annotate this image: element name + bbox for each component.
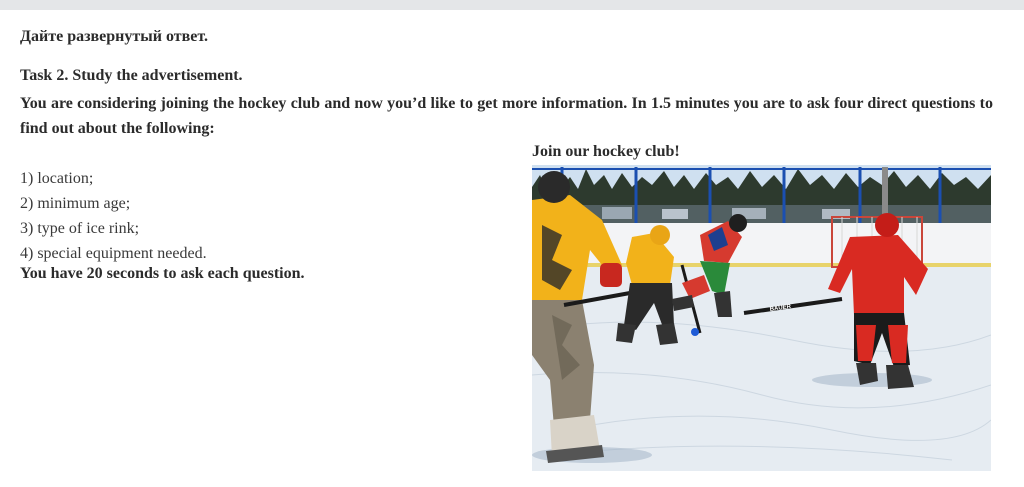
task-title: Task 2. Study the advertisement. <box>20 67 243 84</box>
stick-brand-label: BAUER <box>769 304 792 313</box>
list-item: 4) special equipment needed. <box>20 245 207 262</box>
list-item: 2) minimum age; <box>20 195 131 212</box>
list-item: 1) location; <box>20 170 94 187</box>
page-heading: Дайте развернутый ответ. <box>20 28 208 45</box>
top-bar <box>0 0 1024 10</box>
advertisement-title: Join our hockey club! <box>532 143 680 160</box>
question-topics-list <box>20 166 207 266</box>
task-instructions: You are considering joining the hockey club and now you’d like to get more information. In 1.5 minutes you are to ask four direct questions to find out about the following: <box>20 95 993 137</box>
hockey-photo <box>532 165 991 471</box>
time-note: You have 20 seconds to ask each question. <box>20 265 305 282</box>
list-item: 3) type of ice rink; <box>20 220 140 237</box>
